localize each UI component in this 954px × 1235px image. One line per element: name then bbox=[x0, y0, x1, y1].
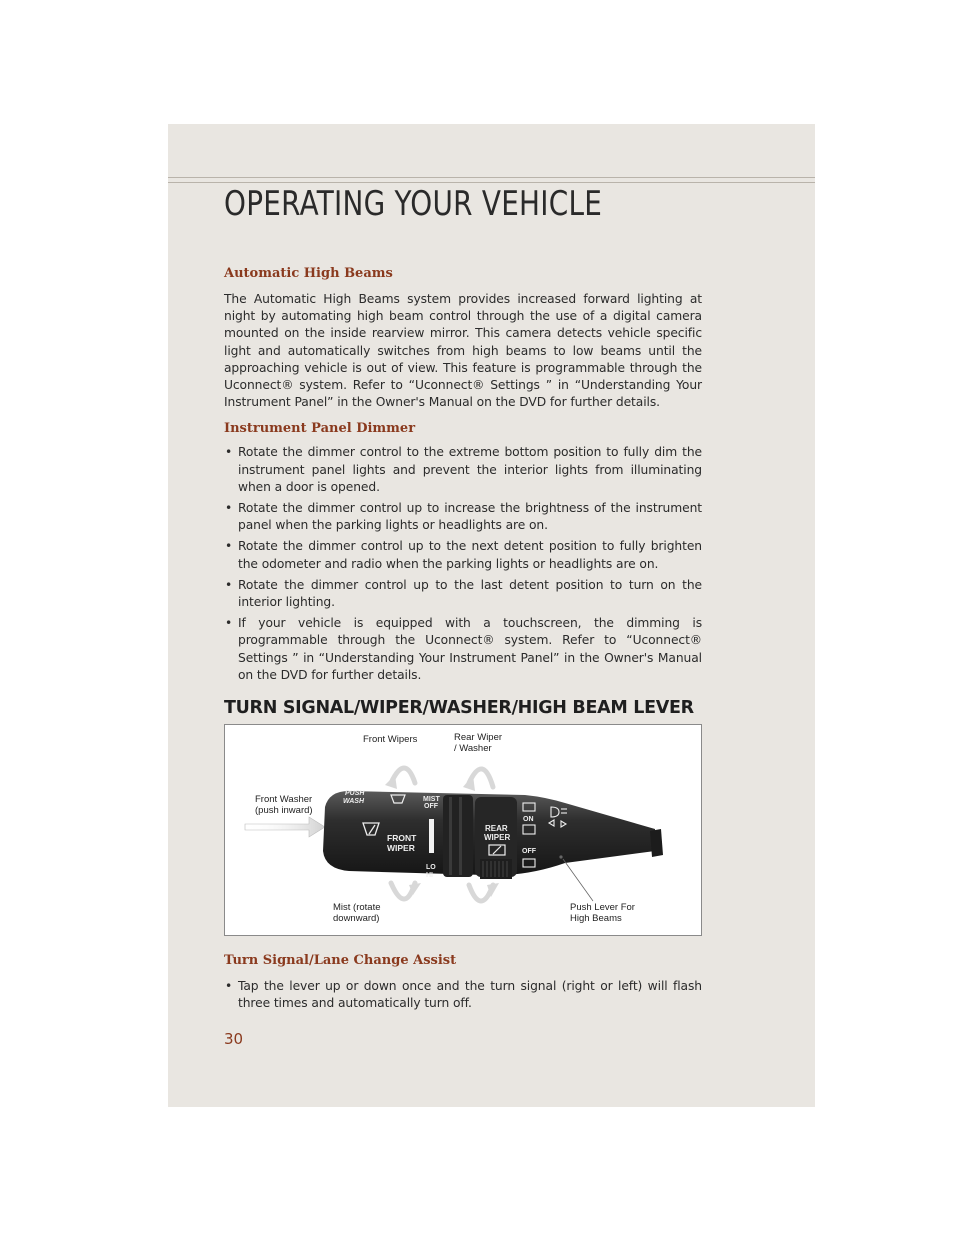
list-item: • Rotate the dimmer control up to the last detent position to turn on the interior lighting. bbox=[224, 577, 702, 611]
mist-label-1: Mist (rotate bbox=[333, 902, 381, 913]
push-lever-label-1: Push Lever For bbox=[570, 902, 635, 913]
front-washer-label-1: Front Washer bbox=[255, 794, 313, 805]
auto-high-beams-body: The Automatic High Beams system provides increased forward lighting at night by automating high beam control through the use of a digital camera mounted on the inside rearview mirror. This camera detects vehicle specific light and automatically switches from high beams to low beams until the approaching vehicle is out of view. This feature is programmable through the Uconnect® system. Refer to “Uconnect® Settings ” in “Understanding Your Instrument Panel” in the Owner's Manual on the DVD for further details. bbox=[224, 292, 702, 410]
rear-wiper-knob-label-2: WIPER bbox=[484, 833, 511, 842]
header-rule-bottom bbox=[168, 182, 815, 183]
hi-label: HI bbox=[426, 872, 433, 879]
push-label: PUSH bbox=[345, 790, 365, 797]
dimmer-list bbox=[224, 444, 702, 684]
wash-label: WASH bbox=[343, 798, 364, 805]
front-wiper-label-1: FRONT bbox=[387, 833, 417, 843]
front-wiper-label-2: WIPER bbox=[387, 843, 415, 853]
lever-section-heading: TURN SIGNAL/WIPER/WASHER/HIGH BEAM LEVER bbox=[224, 698, 694, 719]
lever-figure bbox=[224, 724, 702, 936]
rear-wiper-label-1: Rear Wiper bbox=[454, 732, 503, 743]
front-wipers-label: Front Wipers bbox=[363, 734, 418, 745]
content-column bbox=[224, 266, 702, 718]
turn-signal-list bbox=[224, 978, 702, 1012]
turn-signal-heading: Turn Signal/Lane Change Assist bbox=[224, 953, 457, 968]
position-indicator bbox=[429, 819, 434, 853]
high-beam-callout-line bbox=[563, 859, 593, 901]
header-rule-top bbox=[168, 177, 815, 178]
front-wiper-ring bbox=[443, 795, 473, 877]
rear-wiper-label-2: / Washer bbox=[454, 743, 492, 754]
mist-label-2: downward) bbox=[333, 913, 380, 924]
content-column-lower bbox=[224, 953, 702, 1012]
list-item: • Rotate the dimmer control to the extreme bottom position to fully dim the instrument panel lights and prevent the interior lights from illuminating when a door is opened. bbox=[224, 444, 702, 496]
push-lever-label-2: High Beams bbox=[570, 913, 622, 924]
on-label: ON bbox=[523, 816, 534, 823]
lever-illustration bbox=[225, 725, 701, 935]
off-label: OFF bbox=[424, 803, 438, 810]
list-item: • Rotate the dimmer control up to the next detent position to fully brighten the odometer and radio when the parking lights or headlights are on. bbox=[224, 538, 702, 572]
page-number: 30 bbox=[224, 1030, 244, 1048]
chapter-title: OPERATING YOUR VEHICLE bbox=[224, 184, 603, 224]
lever-stalk bbox=[650, 829, 663, 857]
mist-label: MIST bbox=[423, 796, 440, 803]
front-washer-label-2: (push inward) bbox=[255, 805, 313, 816]
list-item: • Rotate the dimmer control up to increase the brightness of the instrument panel when the parking lights or headlights are on. bbox=[224, 500, 702, 534]
manual-page bbox=[168, 124, 815, 1107]
dimmer-heading: Instrument Panel Dimmer bbox=[224, 421, 416, 437]
lo-label: LO bbox=[426, 864, 436, 871]
auto-high-beams-heading: Automatic High Beams bbox=[224, 266, 393, 281]
push-arrow bbox=[245, 817, 325, 837]
list-item: • If your vehicle is equipped with a touchscreen, the dimming is programmable through the Uconnect® system. Refer to “Uconnect® Settings ” in “Understanding Your Instrument Panel” in the Owner's Manual on the DVD for further details. bbox=[224, 615, 702, 684]
off-rear-label: OFF bbox=[522, 848, 536, 855]
rear-wiper-knob-label-1: REAR bbox=[485, 824, 508, 833]
list-item: • Tap the lever up or down once and the turn signal (right or left) will flash three times and automatically turn off. bbox=[224, 978, 702, 1012]
